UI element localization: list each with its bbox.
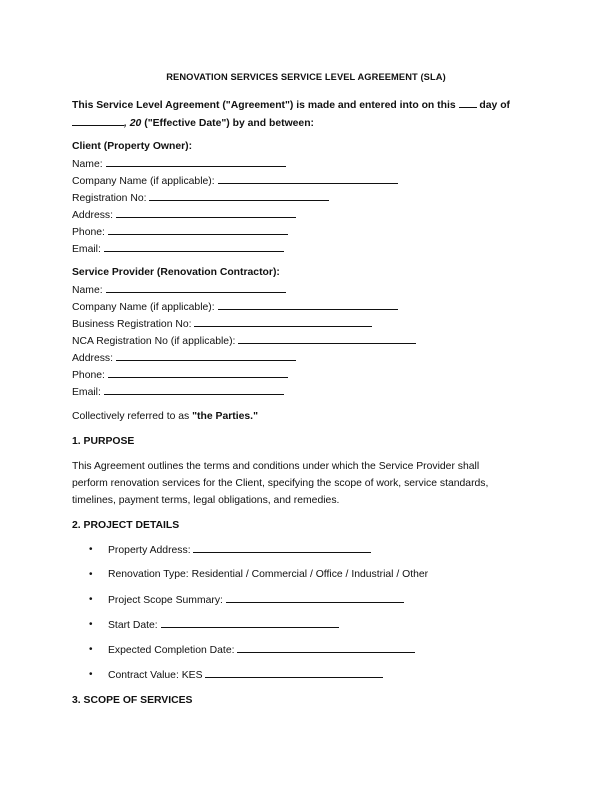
provider-name-field[interactable]: [72, 283, 286, 297]
provider-company-field[interactable]: [72, 300, 398, 314]
client-registration-label: Registration No:: [72, 193, 147, 204]
year-prefix: 20: [129, 118, 142, 129]
client-registration-field[interactable]: [72, 191, 329, 205]
intro-line-1: [72, 98, 510, 112]
project-item-contract-value[interactable]: [108, 668, 383, 682]
purpose-line-2: perform renovation services for the Client, specifying the scope of work, service standards,: [72, 478, 489, 489]
provider-company-blank[interactable]: [218, 300, 398, 310]
client-address-field[interactable]: [72, 208, 296, 222]
bullet-icon: •: [89, 544, 93, 555]
provider-name-blank[interactable]: [106, 283, 286, 293]
document-title: RENOVATION SERVICES SERVICE LEVEL AGREEMENT (SLA): [166, 72, 446, 82]
provider-nca-reg-field[interactable]: [72, 334, 416, 348]
provider-email-blank[interactable]: [104, 385, 284, 395]
client-company-field[interactable]: [72, 174, 398, 188]
property-address-blank[interactable]: [193, 543, 371, 553]
bullet-icon: •: [89, 569, 93, 580]
client-name-field[interactable]: [72, 157, 286, 171]
client-phone-label: Phone:: [72, 227, 105, 238]
client-phone-field[interactable]: [72, 225, 288, 239]
project-item-label: Start Date:: [108, 620, 158, 631]
client-company-blank[interactable]: [218, 174, 398, 184]
provider-phone-label: Phone:: [72, 370, 105, 381]
client-email-label: Email:: [72, 244, 101, 255]
purpose-line-3: timelines, payment terms, legal obligations, and remedies.: [72, 495, 340, 506]
project-item-label: Contract Value: KES: [108, 670, 203, 681]
bullet-icon: •: [89, 619, 93, 630]
provider-nca-reg-blank[interactable]: [238, 334, 416, 344]
provider-address-field[interactable]: [72, 351, 296, 365]
project-item-scope-summary[interactable]: [108, 593, 404, 607]
purpose-line-1: This Agreement outlines the terms and conditions under which the Service Provider shall: [72, 461, 480, 472]
project-item-renovation-type: Renovation Type: Residential / Commercial / Office / Industrial / Other: [108, 569, 429, 580]
start-date-blank[interactable]: [161, 618, 339, 628]
collective-line: [72, 410, 258, 423]
client-name-blank[interactable]: [106, 157, 286, 167]
collective-text: Collectively referred to as: [72, 411, 190, 422]
provider-business-reg-label: Business Registration No:: [72, 319, 192, 330]
provider-phone-field[interactable]: [72, 368, 288, 382]
intro-text-1: This Service Level Agreement ("Agreement") is made and entered into on this: [72, 100, 456, 111]
bullet-icon: •: [89, 644, 93, 655]
project-item-label: Project Scope Summary:: [108, 595, 223, 606]
intro-text-3: ("Effective Date") by and between:: [144, 118, 315, 129]
scope-summary-blank[interactable]: [226, 593, 404, 603]
day-blank[interactable]: [459, 98, 477, 108]
purpose-heading: 1. PURPOSE: [72, 436, 135, 447]
provider-phone-blank[interactable]: [108, 368, 288, 378]
provider-email-field[interactable]: [72, 385, 284, 399]
bullet-icon: •: [89, 669, 93, 680]
provider-business-reg-field[interactable]: [72, 317, 372, 331]
project-heading: 2. PROJECT DETAILS: [72, 520, 180, 531]
provider-email-label: Email:: [72, 387, 101, 398]
completion-date-blank[interactable]: [237, 643, 415, 653]
month-blank[interactable]: [72, 116, 124, 126]
provider-business-reg-blank[interactable]: [194, 317, 372, 327]
client-name-label: Name:: [72, 159, 103, 170]
client-email-blank[interactable]: [104, 242, 284, 252]
client-phone-blank[interactable]: [108, 225, 288, 235]
project-item-label: Property Address:: [108, 545, 191, 556]
client-heading: Client (Property Owner):: [72, 141, 193, 152]
client-registration-blank[interactable]: [149, 191, 329, 201]
project-item-label: Expected Completion Date:: [108, 645, 235, 656]
project-item-start-date[interactable]: [108, 618, 339, 632]
scope-heading: 3. SCOPE OF SERVICES: [72, 695, 193, 706]
client-address-blank[interactable]: [116, 208, 296, 218]
client-company-label: Company Name (if applicable):: [72, 176, 215, 187]
bullet-icon: •: [89, 594, 93, 605]
provider-address-label: Address:: [72, 353, 114, 364]
contract-value-blank[interactable]: [205, 668, 383, 678]
intro-text-2: day of: [479, 100, 511, 111]
project-item-property-address[interactable]: [108, 543, 371, 557]
provider-heading: Service Provider (Renovation Contractor):: [72, 267, 280, 278]
client-address-label: Address:: [72, 210, 114, 221]
collective-parties: "the Parties.": [192, 411, 258, 422]
intro-line-2: , 20 ("Effective Date") by and between:: [72, 116, 314, 130]
client-email-field[interactable]: [72, 242, 284, 256]
project-item-completion-date[interactable]: [108, 643, 415, 657]
provider-nca-reg-label: NCA Registration No (if applicable):: [72, 336, 236, 347]
provider-address-blank[interactable]: [116, 351, 296, 361]
provider-company-label: Company Name (if applicable):: [72, 302, 215, 313]
provider-name-label: Name:: [72, 285, 103, 296]
